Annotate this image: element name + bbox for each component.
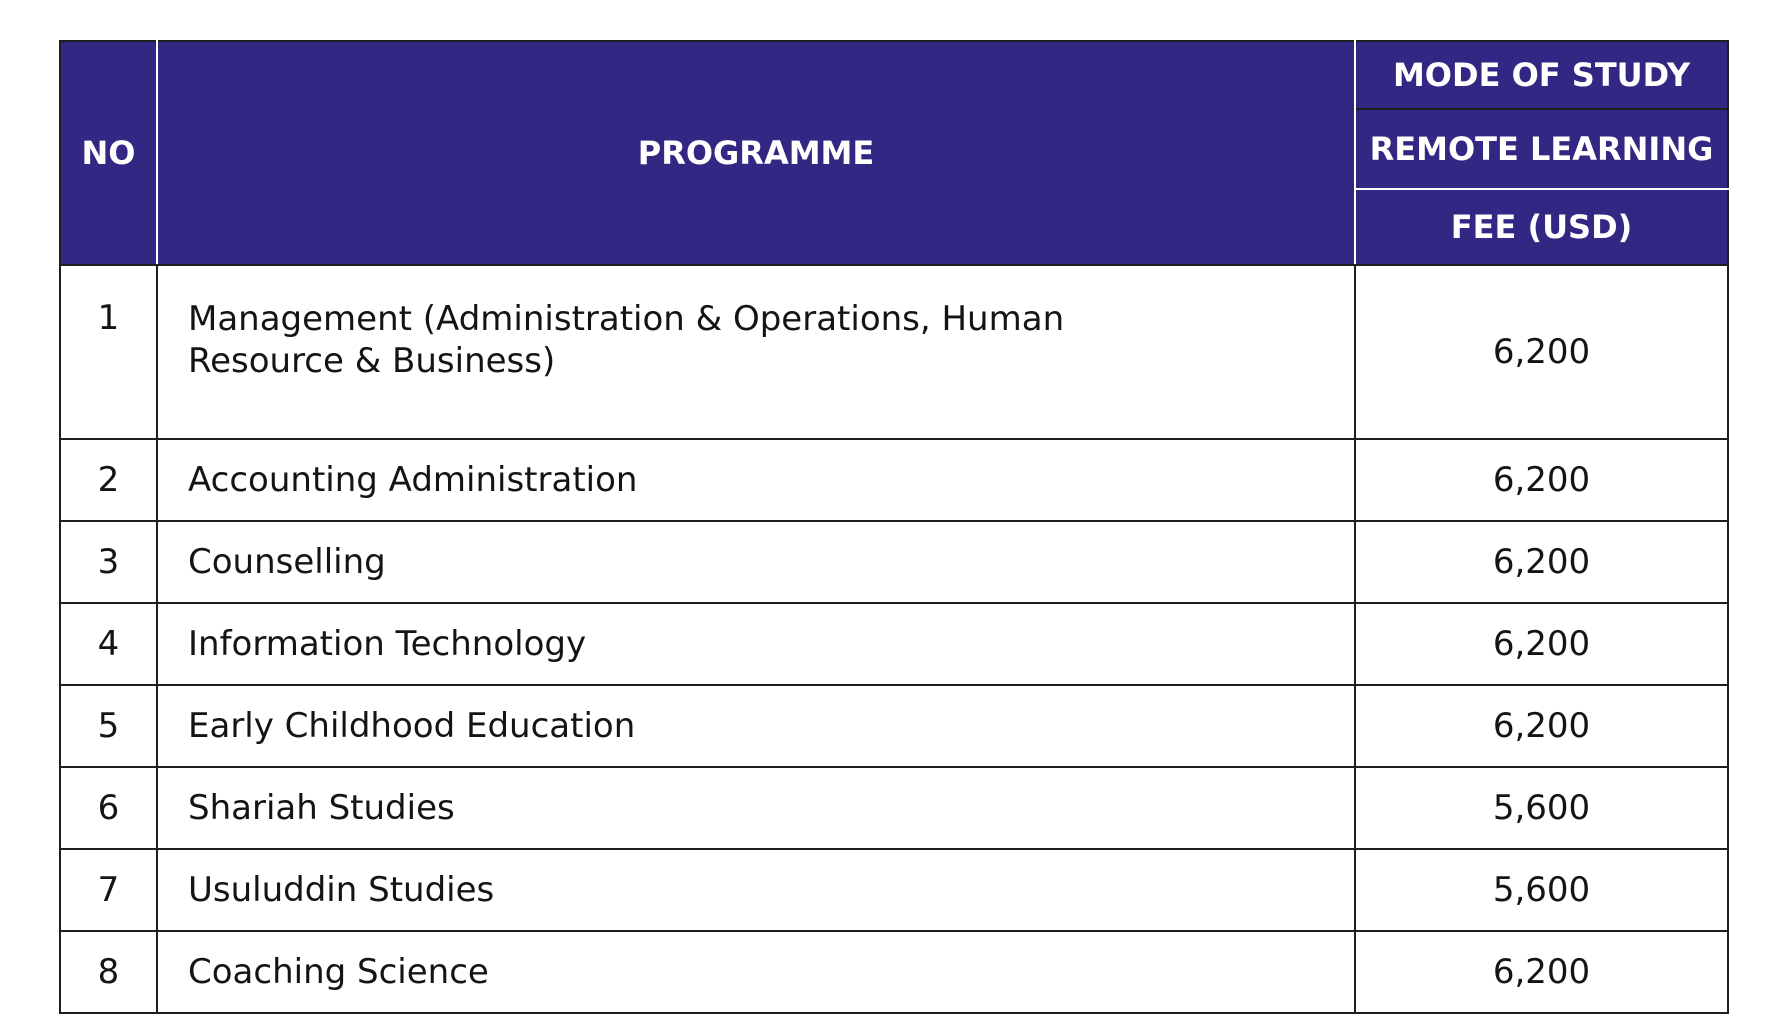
programme-name: Usuluddin Studies <box>157 849 1355 931</box>
header-no: NO <box>60 41 157 265</box>
header-fee: FEE (USD) <box>1355 189 1728 265</box>
fee-cell: 6,200 <box>1355 521 1728 603</box>
row-number: 8 <box>60 931 157 1013</box>
programme-name: Shariah Studies <box>157 767 1355 849</box>
row-number: 6 <box>60 767 157 849</box>
fee-table <box>59 40 1729 1014</box>
table-body <box>60 265 1728 1013</box>
table-row <box>60 603 1728 685</box>
programme-cell <box>157 265 1355 439</box>
fee-cell: 5,600 <box>1355 849 1728 931</box>
table-row <box>60 849 1728 931</box>
table-row <box>60 265 1728 439</box>
programme-name: Coaching Science <box>157 931 1355 1013</box>
header-programme: PROGRAMME <box>157 41 1355 265</box>
table-row <box>60 521 1728 603</box>
programme-name: Information Technology <box>157 603 1355 685</box>
table-row <box>60 931 1728 1013</box>
fee-cell: 6,200 <box>1355 265 1728 439</box>
fee-cell: 6,200 <box>1355 931 1728 1013</box>
table-row <box>60 439 1728 521</box>
row-number: 5 <box>60 685 157 767</box>
programme-name: Management (Administration & Operations, Human Resource & Business) <box>188 299 1065 381</box>
row-number: 2 <box>60 439 157 521</box>
row-number: 4 <box>60 603 157 685</box>
fee-cell: 6,200 <box>1355 685 1728 767</box>
header-mode-of-study: MODE OF STUDY <box>1355 41 1728 109</box>
fee-cell: 6,200 <box>1355 603 1728 685</box>
fee-cell: 6,200 <box>1355 439 1728 521</box>
programme-name: Counselling <box>157 521 1355 603</box>
table-row <box>60 767 1728 849</box>
row-number: 7 <box>60 849 157 931</box>
table-header <box>60 41 1728 265</box>
row-number: 3 <box>60 521 157 603</box>
programme-name: Accounting Administration <box>157 439 1355 521</box>
header-row-1 <box>60 41 1728 109</box>
row-number: 1 <box>60 265 157 439</box>
fee-cell: 5,600 <box>1355 767 1728 849</box>
header-remote-learning: REMOTE LEARNING <box>1355 109 1728 189</box>
table-row <box>60 685 1728 767</box>
programme-name: Early Childhood Education <box>157 685 1355 767</box>
